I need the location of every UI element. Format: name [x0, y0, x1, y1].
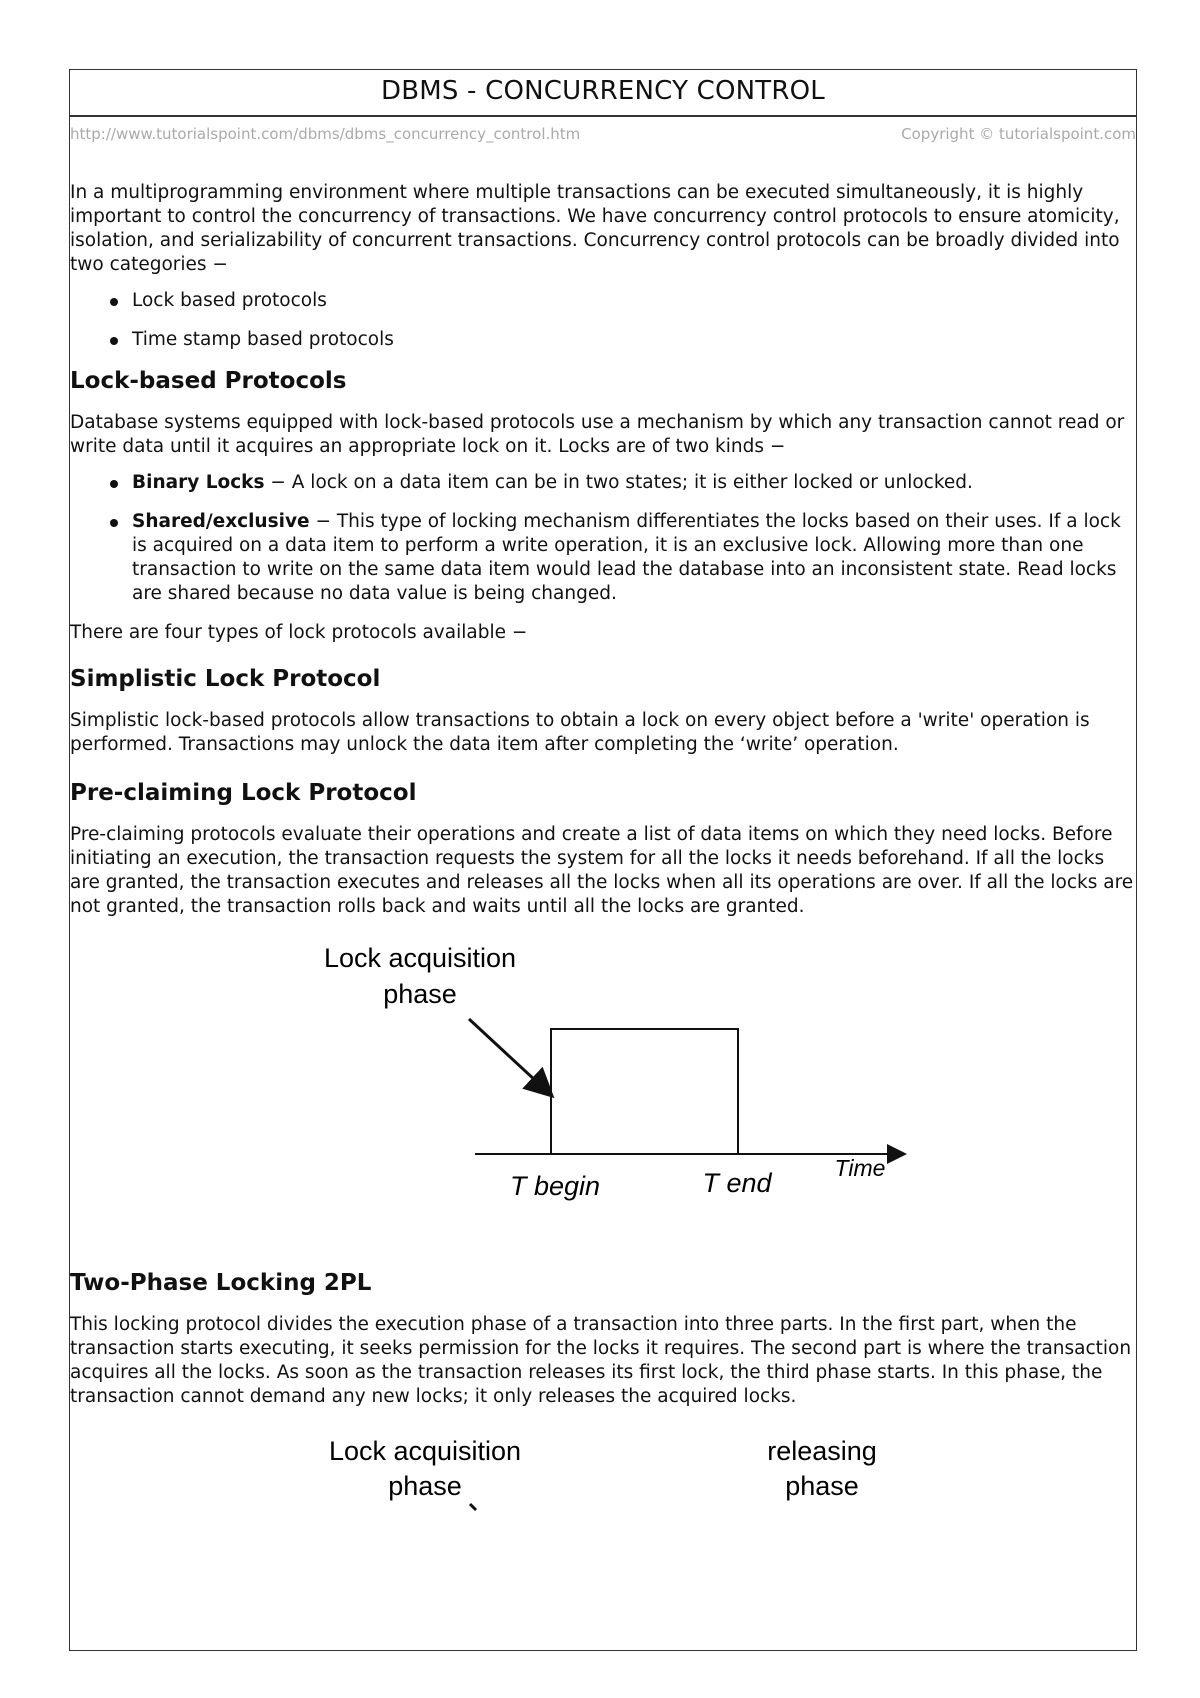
diagram2-rel-line2: phase	[785, 1471, 859, 1501]
simplistic-paragraph: Simplistic lock-based protocols allow transactions to obtain a lock on every object before a 'write' operation is performed. Transactions may unlock the data item after completing the ‘write’ operation.	[70, 710, 1090, 755]
diagram2-acq-line1: Lock acquisition	[328, 1436, 522, 1466]
diagram2-arrow-start	[470, 1504, 476, 1510]
lock-types-paragraph: There are four types of lock protocols available −	[70, 622, 528, 643]
diagram1-time-label: Time	[834, 1155, 886, 1181]
preclaiming-diagram-svg	[70, 919, 1136, 1249]
diagram1-t-end: T end	[702, 1168, 772, 1198]
section-heading-simplistic: Simplistic Lock Protocol	[70, 666, 381, 692]
section-heading-preclaiming: Pre-claiming Lock Protocol	[70, 780, 417, 806]
diagram1-label-line2: phase	[383, 979, 457, 1009]
list-item: Time stamp based protocols	[132, 328, 1136, 352]
page-title: DBMS - CONCURRENCY CONTROL	[70, 70, 1136, 117]
term-description: − A lock on a data item can be in two states; it is either locked or unlocked.	[264, 472, 973, 493]
two-phase-diagram-svg	[70, 1409, 1136, 1529]
preclaiming-paragraph: Pre-claiming protocols evaluate their operations and create a list of data items on which they need locks. Before initiating an execution, the transaction requests the system for all the locks it needs beforehand. If all the locks are granted, the transaction executes and releases all the locks when all its operations are over. If all the locks are not granted, the transaction rolls back and waits until all the locks are granted.	[70, 824, 1134, 917]
diagram1-lock-box	[551, 1029, 738, 1154]
diagram1-label-line1: Lock acquisition	[323, 943, 517, 973]
two-phase-paragraph: This locking protocol divides the execution phase of a transaction into three parts. In the first part, when the transaction starts executing, it seeks permission for the locks it requires. The second part is where the transaction acquires all the locks. As soon as the transaction releases its first lock, the third phase starts. In this phase, the transaction cannot demand any new locks; it only releases the acquired locks.	[70, 1314, 1132, 1407]
lock-based-paragraph: Database systems equipped with lock-based protocols use a mechanism by which any transaction cannot read or write data until it acquires an appropriate lock on it. Locks are of two kinds −	[70, 412, 1125, 457]
lock-kinds-list	[70, 471, 1136, 606]
diagram1-arrow	[469, 1019, 550, 1094]
section-heading-two-phase: Two-Phase Locking 2PL	[70, 1270, 372, 1296]
diagram1-t-begin: T begin	[509, 1171, 601, 1201]
term-description: − This type of locking mechanism differentiates the locks based on their uses. If a lock is acquired on a data item to perform a write operation, it is an exclusive lock. Allowing more than one transaction to write on the same data item would lead the database into an inconsistent state. Read locks are shared because no data value is being changed.	[132, 511, 1121, 604]
list-item	[132, 471, 1136, 495]
page-meta	[70, 117, 1136, 147]
diagram2-rel-line1: releasing	[767, 1436, 877, 1466]
intro-paragraph: In a multiprogramming environment where multiple transactions can be executed simultaneously, it is highly important to control the concurrency of transactions. We have concurrency control protocols to ensure atomicity, isolation, and serializability of concurrent transactions. Concurrency control protocols can be broadly divided into two categories −	[70, 182, 1120, 275]
section-heading-lock-based: Lock-based Protocols	[70, 368, 347, 394]
copyright-notice: Copyright © tutorialspoint.com	[901, 125, 1136, 143]
source-url[interactable]: http://www.tutorialspoint.com/dbms/dbms_concurrency_control.htm	[70, 125, 581, 143]
term-shared-exclusive: Shared/exclusive	[132, 511, 310, 532]
article-body	[70, 181, 1136, 1529]
page-frame	[69, 69, 1137, 1651]
preclaiming-diagram	[70, 919, 1136, 1249]
list-item: Lock based protocols	[132, 289, 1136, 313]
diagram2-acq-line2: phase	[388, 1471, 462, 1501]
category-list	[70, 289, 1136, 352]
list-item	[132, 510, 1136, 606]
two-phase-diagram	[70, 1409, 1136, 1529]
term-binary-locks: Binary Locks	[132, 472, 265, 493]
